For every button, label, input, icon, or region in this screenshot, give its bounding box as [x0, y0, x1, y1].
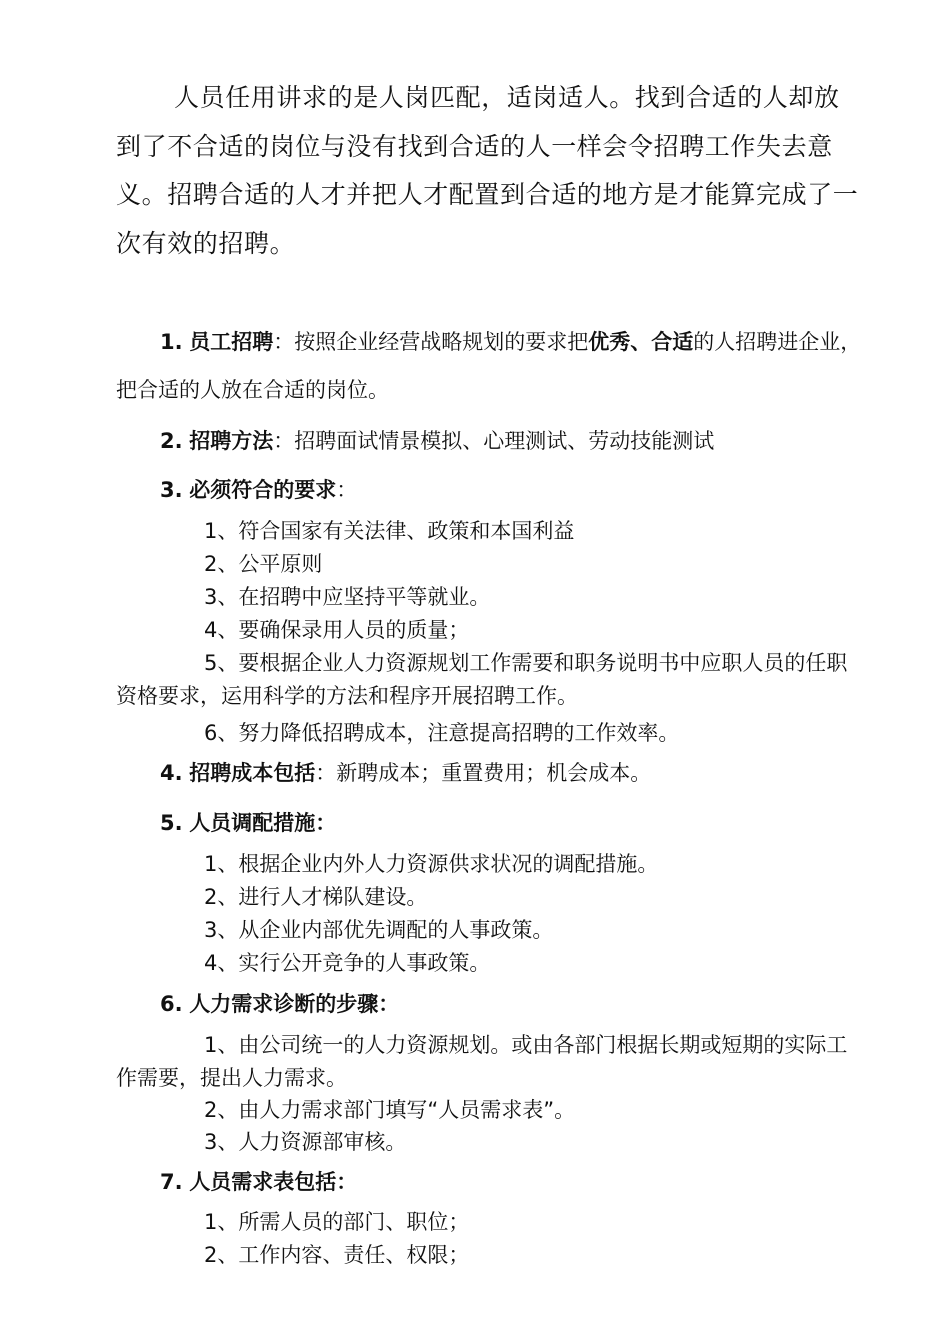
section-5-title: 人员调配措施：: [189, 811, 337, 835]
section-1-text-a: 按照企业经营战略规划的要求把: [294, 330, 589, 354]
section-2-number: 2.: [160, 429, 183, 453]
section-5: [116, 799, 864, 847]
section-1-separator: ：: [273, 330, 295, 354]
section-5-number: 5.: [160, 811, 183, 835]
section-6-item: 2、由人力需求部门填写“人员需求表”。: [204, 1098, 576, 1122]
intro-paragraph: [116, 74, 864, 268]
section-4-text: 新聘成本；重置费用；机会成本。: [336, 761, 652, 785]
section-6-title: 人力需求诊断的步骤：: [189, 992, 400, 1016]
intro-text: 人员任用讲求的是人岗匹配，适岗适人。找到合适的人却放到了不合适的岗位与没有找到合适的人一样会令招聘工作失去意义。招聘合适的人才并把人才配置到合适的地方是才能算完成了一次有效的招聘。: [116, 83, 859, 258]
section-6: [116, 980, 864, 1028]
section-3-item: 6、努力降低招聘成本，注意提高招聘的工作效率。: [204, 721, 680, 745]
section-1: [116, 318, 864, 414]
section-6-number: 6.: [160, 992, 183, 1016]
section-2: [116, 417, 864, 465]
section-5-item: 2、进行人才梯队建设。: [204, 885, 428, 909]
section-3-item: 2、公平原则: [204, 552, 323, 576]
section-7-item: 2、工作内容、责任、权限；: [204, 1243, 470, 1267]
section-1-title: 员工招聘: [189, 330, 274, 354]
section-3-number: 3.: [160, 478, 183, 502]
section-4: [116, 749, 864, 797]
section-3-item: 5、要根据企业人力资源规划工作需要和职务说明书中应职人员的任职资格要求，运用科学的方法和程序开展招聘工作。: [116, 651, 848, 708]
section-2-separator: ：: [273, 429, 295, 453]
section-5-item: 3、从企业内部优先调配的人事政策。: [204, 918, 554, 942]
section-6-item: 1、由公司统一的人力资源规划。或由各部门根据长期或短期的实际工作需要，提出人力需求。: [116, 1033, 848, 1090]
section-5-item: 4、实行公开竞争的人事政策。: [204, 951, 491, 975]
section-3-item: 1、符合国家有关法律、政策和本国利益: [204, 519, 575, 543]
section-1-bold-text: 优秀、合适: [588, 330, 694, 354]
section-7-item: 1、所需人员的部门、职位；: [204, 1210, 470, 1234]
section-3-separator: ：: [336, 478, 358, 502]
section-7-number: 7.: [160, 1170, 183, 1194]
section-7: [116, 1158, 864, 1206]
section-6-item: 3、人力资源部审核。: [204, 1130, 407, 1154]
section-5-item: 1、根据企业内外人力资源供求状况的调配措施。: [204, 852, 659, 876]
section-3: [116, 466, 864, 514]
section-3-title: 必须符合的要求: [189, 478, 337, 502]
section-3-item: 3、在招聘中应坚持平等就业。: [204, 585, 491, 609]
section-2-title: 招聘方法: [189, 429, 274, 453]
section-4-title: 招聘成本包括: [189, 761, 316, 785]
section-7-title: 人员需求表包括：: [189, 1170, 358, 1194]
section-4-separator: ：: [315, 761, 337, 785]
section-1-text-b: 的人招聘进企业，把合适的人放在合适的岗位。: [116, 330, 862, 402]
section-3-item: 4、要确保录用人员的质量；: [204, 618, 470, 642]
section-2-text: 招聘面试情景模拟、心理测试、劳动技能测试: [294, 429, 715, 453]
section-4-number: 4.: [160, 761, 183, 785]
section-1-number: 1.: [160, 330, 183, 354]
